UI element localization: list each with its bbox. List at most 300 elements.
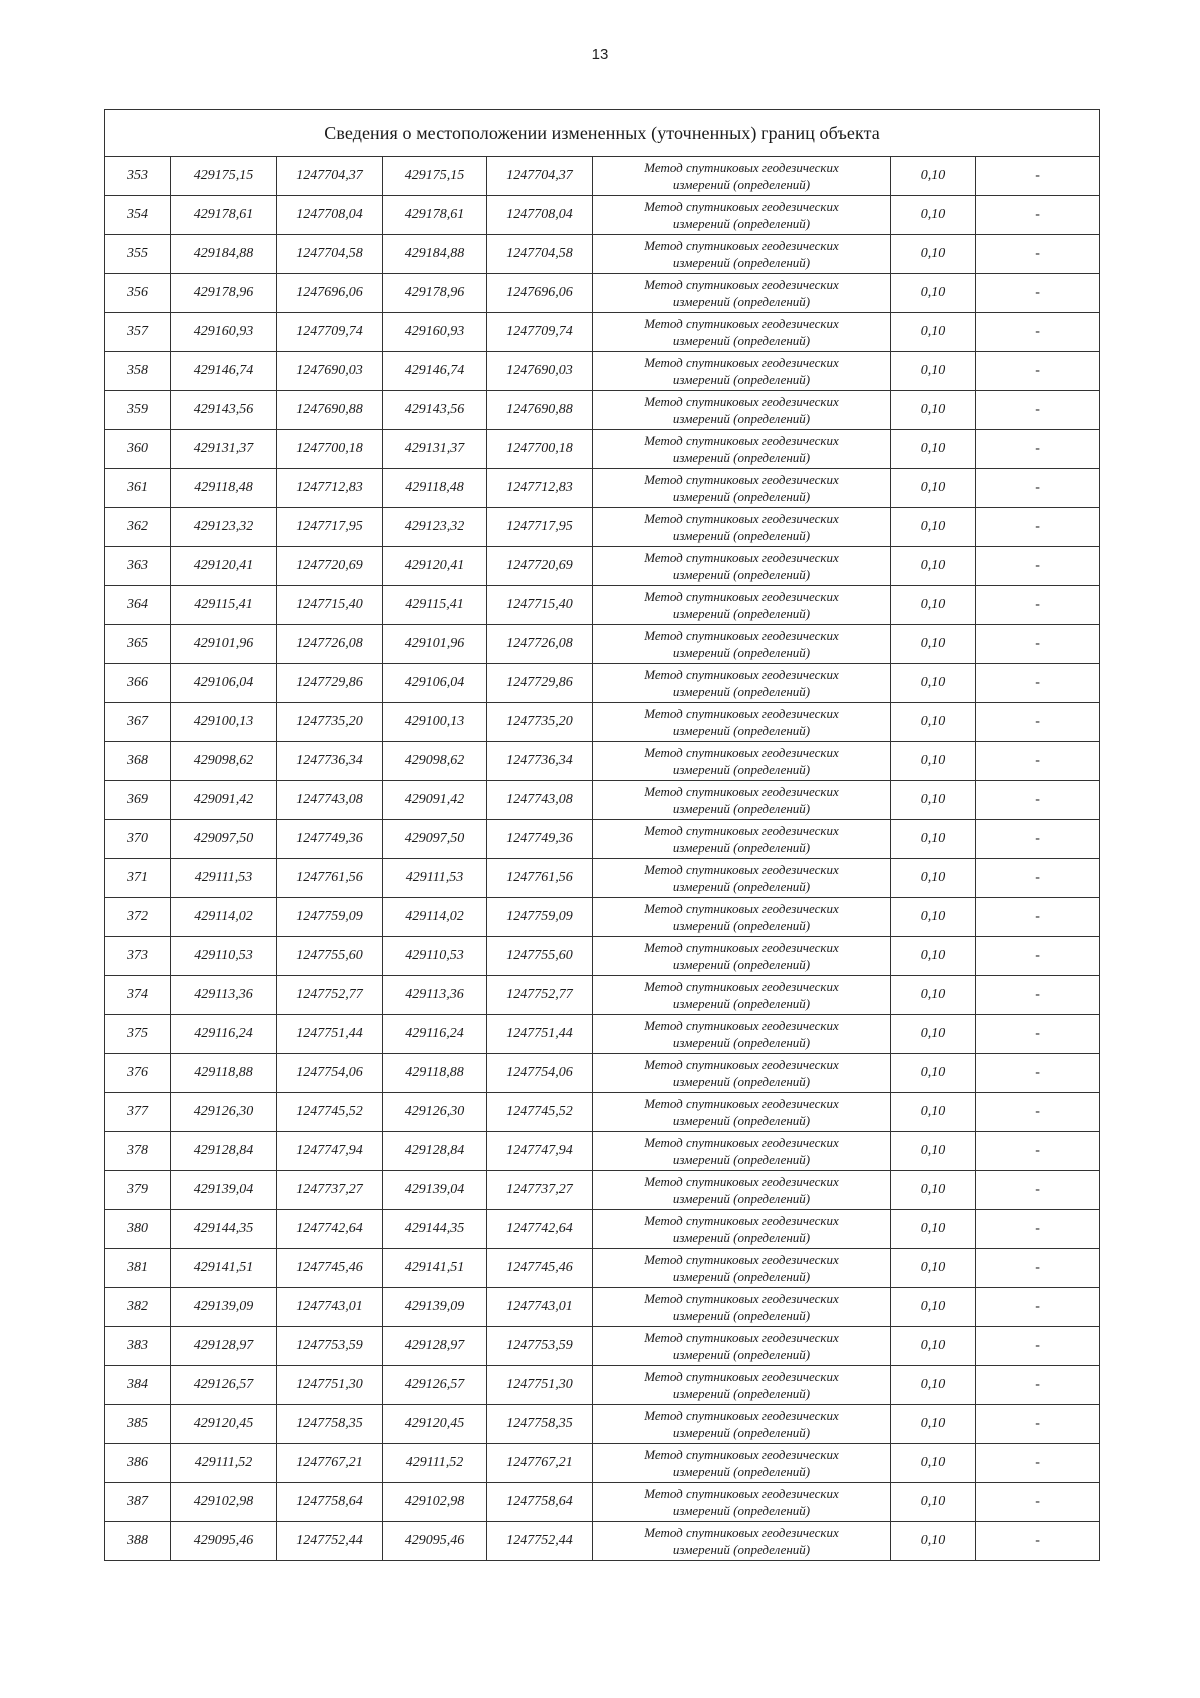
- point-number-cell: 359: [105, 391, 171, 430]
- note-cell: -: [976, 1054, 1100, 1093]
- method-cell: [593, 1522, 891, 1561]
- new-x-cell: 429101,96: [383, 625, 487, 664]
- method-cell: [593, 1327, 891, 1366]
- existing-x-cell: 429114,02: [171, 898, 277, 937]
- method-line-2: измерений (определений): [672, 1230, 811, 1245]
- new-y-cell: 1247742,64: [487, 1210, 593, 1249]
- method-line-1: Метод спутниковых геодезических: [644, 979, 839, 994]
- accuracy-cell: 0,10: [891, 1405, 976, 1444]
- method-line-1: Метод спутниковых геодезических: [644, 901, 839, 916]
- new-y-cell: 1247720,69: [487, 547, 593, 586]
- accuracy-cell: 0,10: [891, 1093, 976, 1132]
- accuracy-cell: 0,10: [891, 1483, 976, 1522]
- table-row: [105, 157, 1100, 196]
- new-x-cell: 429100,13: [383, 703, 487, 742]
- method-line-1: Метод спутниковых геодезических: [644, 1330, 839, 1345]
- method-line-2: измерений (определений): [672, 879, 811, 894]
- method-line-1: Метод спутниковых геодезических: [644, 511, 839, 526]
- new-y-cell: 1247751,44: [487, 1015, 593, 1054]
- method-cell: [593, 274, 891, 313]
- accuracy-cell: 0,10: [891, 1444, 976, 1483]
- existing-x-cell: 429143,56: [171, 391, 277, 430]
- method-line-2: измерений (определений): [672, 177, 811, 192]
- table-row: [105, 1405, 1100, 1444]
- existing-x-cell: 429160,93: [171, 313, 277, 352]
- existing-x-cell: 429101,96: [171, 625, 277, 664]
- method-cell: [593, 820, 891, 859]
- table-row: [105, 976, 1100, 1015]
- note-cell: -: [976, 1093, 1100, 1132]
- method-line-1: Метод спутниковых геодезических: [644, 1408, 839, 1423]
- new-y-cell: 1247759,09: [487, 898, 593, 937]
- existing-y-cell: 1247745,46: [277, 1249, 383, 1288]
- note-cell: -: [976, 781, 1100, 820]
- accuracy-cell: 0,10: [891, 703, 976, 742]
- method-cell: [593, 1288, 891, 1327]
- coordinates-table: [104, 109, 1100, 1561]
- new-x-cell: 429098,62: [383, 742, 487, 781]
- method-cell: [593, 352, 891, 391]
- method-cell: [593, 1171, 891, 1210]
- note-cell: -: [976, 235, 1100, 274]
- accuracy-cell: 0,10: [891, 937, 976, 976]
- accuracy-cell: 0,10: [891, 157, 976, 196]
- new-y-cell: 1247696,06: [487, 274, 593, 313]
- existing-x-cell: 429120,45: [171, 1405, 277, 1444]
- new-y-cell: 1247767,21: [487, 1444, 593, 1483]
- new-y-cell: 1247726,08: [487, 625, 593, 664]
- table-row: [105, 1522, 1100, 1561]
- method-cell: [593, 781, 891, 820]
- table-row: [105, 430, 1100, 469]
- accuracy-cell: 0,10: [891, 1522, 976, 1561]
- point-number-cell: 366: [105, 664, 171, 703]
- existing-y-cell: 1247704,58: [277, 235, 383, 274]
- existing-y-cell: 1247743,08: [277, 781, 383, 820]
- method-line-1: Метод спутниковых геодезических: [644, 1252, 839, 1267]
- new-y-cell: 1247751,30: [487, 1366, 593, 1405]
- method-line-2: измерений (определений): [672, 723, 811, 738]
- method-line-2: измерений (определений): [672, 255, 811, 270]
- method-cell: [593, 1132, 891, 1171]
- new-x-cell: 429175,15: [383, 157, 487, 196]
- table-row: [105, 625, 1100, 664]
- method-cell: [593, 391, 891, 430]
- new-y-cell: 1247690,03: [487, 352, 593, 391]
- existing-x-cell: 429100,13: [171, 703, 277, 742]
- new-x-cell: 429141,51: [383, 1249, 487, 1288]
- new-y-cell: 1247704,37: [487, 157, 593, 196]
- point-number-cell: 380: [105, 1210, 171, 1249]
- method-line-2: измерений (определений): [672, 333, 811, 348]
- method-line-1: Метод спутниковых геодезических: [644, 589, 839, 604]
- method-line-1: Метод спутниковых геодезических: [644, 316, 839, 331]
- method-line-2: измерений (определений): [672, 1542, 811, 1557]
- new-y-cell: 1247737,27: [487, 1171, 593, 1210]
- table-title: Сведения о местоположении измененных (уточненных) границ объекта: [105, 110, 1100, 157]
- note-cell: -: [976, 820, 1100, 859]
- new-y-cell: 1247758,64: [487, 1483, 593, 1522]
- table-title-row: [105, 110, 1100, 157]
- existing-x-cell: 429098,62: [171, 742, 277, 781]
- accuracy-cell: 0,10: [891, 1054, 976, 1093]
- new-y-cell: 1247715,40: [487, 586, 593, 625]
- accuracy-cell: 0,10: [891, 664, 976, 703]
- accuracy-cell: 0,10: [891, 313, 976, 352]
- new-y-cell: 1247754,06: [487, 1054, 593, 1093]
- point-number-cell: 361: [105, 469, 171, 508]
- accuracy-cell: 0,10: [891, 820, 976, 859]
- new-x-cell: 429184,88: [383, 235, 487, 274]
- new-y-cell: 1247709,74: [487, 313, 593, 352]
- note-cell: -: [976, 157, 1100, 196]
- note-cell: -: [976, 313, 1100, 352]
- accuracy-cell: 0,10: [891, 1327, 976, 1366]
- table-row: [105, 547, 1100, 586]
- point-number-cell: 362: [105, 508, 171, 547]
- accuracy-cell: 0,10: [891, 235, 976, 274]
- method-cell: [593, 313, 891, 352]
- method-line-1: Метод спутниковых геодезических: [644, 433, 839, 448]
- new-x-cell: 429097,50: [383, 820, 487, 859]
- new-y-cell: 1247735,20: [487, 703, 593, 742]
- method-line-2: измерений (определений): [672, 411, 811, 426]
- existing-x-cell: 429178,61: [171, 196, 277, 235]
- accuracy-cell: 0,10: [891, 625, 976, 664]
- note-cell: -: [976, 196, 1100, 235]
- method-cell: [593, 703, 891, 742]
- method-line-1: Метод спутниковых геодезических: [644, 199, 839, 214]
- existing-x-cell: 429097,50: [171, 820, 277, 859]
- method-line-2: измерений (определений): [672, 1113, 811, 1128]
- point-number-cell: 374: [105, 976, 171, 1015]
- method-line-1: Метод спутниковых геодезических: [644, 1057, 839, 1072]
- point-number-cell: 378: [105, 1132, 171, 1171]
- existing-y-cell: 1247704,37: [277, 157, 383, 196]
- new-y-cell: 1247743,08: [487, 781, 593, 820]
- method-line-1: Метод спутниковых геодезических: [644, 1369, 839, 1384]
- point-number-cell: 365: [105, 625, 171, 664]
- existing-x-cell: 429115,41: [171, 586, 277, 625]
- table-row: [105, 742, 1100, 781]
- method-cell: [593, 430, 891, 469]
- point-number-cell: 357: [105, 313, 171, 352]
- method-line-2: измерений (определений): [672, 294, 811, 309]
- new-x-cell: 429178,61: [383, 196, 487, 235]
- point-number-cell: 384: [105, 1366, 171, 1405]
- accuracy-cell: 0,10: [891, 274, 976, 313]
- table-row: [105, 313, 1100, 352]
- method-cell: [593, 664, 891, 703]
- new-x-cell: 429128,84: [383, 1132, 487, 1171]
- table-row: [105, 235, 1100, 274]
- existing-x-cell: 429178,96: [171, 274, 277, 313]
- table-row: [105, 391, 1100, 430]
- point-number-cell: 386: [105, 1444, 171, 1483]
- method-line-2: измерений (определений): [672, 957, 811, 972]
- existing-y-cell: 1247755,60: [277, 937, 383, 976]
- note-cell: -: [976, 547, 1100, 586]
- table-row: [105, 781, 1100, 820]
- existing-x-cell: 429123,32: [171, 508, 277, 547]
- method-line-1: Метод спутниковых геодезических: [644, 1525, 839, 1540]
- existing-y-cell: 1247752,44: [277, 1522, 383, 1561]
- method-cell: [593, 625, 891, 664]
- existing-x-cell: 429126,30: [171, 1093, 277, 1132]
- method-line-1: Метод спутниковых геодезических: [644, 160, 839, 175]
- method-line-2: измерений (определений): [672, 1464, 811, 1479]
- existing-x-cell: 429120,41: [171, 547, 277, 586]
- existing-x-cell: 429139,04: [171, 1171, 277, 1210]
- existing-x-cell: 429144,35: [171, 1210, 277, 1249]
- new-x-cell: 429131,37: [383, 430, 487, 469]
- new-y-cell: 1247749,36: [487, 820, 593, 859]
- existing-y-cell: 1247747,94: [277, 1132, 383, 1171]
- existing-y-cell: 1247754,06: [277, 1054, 383, 1093]
- point-number-cell: 381: [105, 1249, 171, 1288]
- existing-y-cell: 1247761,56: [277, 859, 383, 898]
- accuracy-cell: 0,10: [891, 781, 976, 820]
- existing-x-cell: 429175,15: [171, 157, 277, 196]
- existing-x-cell: 429128,84: [171, 1132, 277, 1171]
- new-x-cell: 429126,30: [383, 1093, 487, 1132]
- method-line-2: измерений (определений): [672, 840, 811, 855]
- existing-y-cell: 1247712,83: [277, 469, 383, 508]
- method-line-2: измерений (определений): [672, 645, 811, 660]
- point-number-cell: 368: [105, 742, 171, 781]
- method-line-2: измерений (определений): [672, 1191, 811, 1206]
- note-cell: -: [976, 430, 1100, 469]
- accuracy-cell: 0,10: [891, 586, 976, 625]
- accuracy-cell: 0,10: [891, 742, 976, 781]
- new-y-cell: 1247755,60: [487, 937, 593, 976]
- method-cell: [593, 1444, 891, 1483]
- new-y-cell: 1247745,52: [487, 1093, 593, 1132]
- table-row: [105, 1327, 1100, 1366]
- existing-x-cell: 429128,97: [171, 1327, 277, 1366]
- existing-x-cell: 429131,37: [171, 430, 277, 469]
- point-number-cell: 375: [105, 1015, 171, 1054]
- table-row: [105, 859, 1100, 898]
- existing-y-cell: 1247729,86: [277, 664, 383, 703]
- existing-y-cell: 1247767,21: [277, 1444, 383, 1483]
- table-row: [105, 1171, 1100, 1210]
- existing-x-cell: 429111,52: [171, 1444, 277, 1483]
- method-line-1: Метод спутниковых геодезических: [644, 706, 839, 721]
- method-cell: [593, 1405, 891, 1444]
- existing-x-cell: 429106,04: [171, 664, 277, 703]
- method-line-1: Метод спутниковых геодезических: [644, 394, 839, 409]
- method-cell: [593, 508, 891, 547]
- new-x-cell: 429139,04: [383, 1171, 487, 1210]
- existing-y-cell: 1247690,88: [277, 391, 383, 430]
- point-number-cell: 370: [105, 820, 171, 859]
- point-number-cell: 387: [105, 1483, 171, 1522]
- new-y-cell: 1247708,04: [487, 196, 593, 235]
- new-x-cell: 429102,98: [383, 1483, 487, 1522]
- existing-y-cell: 1247735,20: [277, 703, 383, 742]
- new-x-cell: 429128,97: [383, 1327, 487, 1366]
- existing-x-cell: 429095,46: [171, 1522, 277, 1561]
- point-number-cell: 379: [105, 1171, 171, 1210]
- existing-y-cell: 1247749,36: [277, 820, 383, 859]
- accuracy-cell: 0,10: [891, 469, 976, 508]
- method-cell: [593, 976, 891, 1015]
- existing-y-cell: 1247708,04: [277, 196, 383, 235]
- table-row: [105, 1444, 1100, 1483]
- existing-x-cell: 429118,48: [171, 469, 277, 508]
- new-x-cell: 429178,96: [383, 274, 487, 313]
- point-number-cell: 383: [105, 1327, 171, 1366]
- method-line-1: Метод спутниковых геодезических: [644, 784, 839, 799]
- method-cell: [593, 196, 891, 235]
- accuracy-cell: 0,10: [891, 976, 976, 1015]
- method-line-1: Метод спутниковых геодезических: [644, 823, 839, 838]
- table-body: [105, 110, 1100, 1561]
- table-row: [105, 1366, 1100, 1405]
- point-number-cell: 358: [105, 352, 171, 391]
- new-x-cell: 429118,88: [383, 1054, 487, 1093]
- new-y-cell: 1247700,18: [487, 430, 593, 469]
- accuracy-cell: 0,10: [891, 859, 976, 898]
- existing-y-cell: 1247751,44: [277, 1015, 383, 1054]
- table-row: [105, 196, 1100, 235]
- method-line-1: Метод спутниковых геодезических: [644, 1486, 839, 1501]
- existing-y-cell: 1247753,59: [277, 1327, 383, 1366]
- existing-y-cell: 1247759,09: [277, 898, 383, 937]
- accuracy-cell: 0,10: [891, 352, 976, 391]
- method-line-2: измерений (определений): [672, 1347, 811, 1362]
- method-line-2: измерений (определений): [672, 762, 811, 777]
- new-y-cell: 1247758,35: [487, 1405, 593, 1444]
- existing-y-cell: 1247736,34: [277, 742, 383, 781]
- existing-x-cell: 429110,53: [171, 937, 277, 976]
- method-line-1: Метод спутниковых геодезических: [644, 277, 839, 292]
- note-cell: -: [976, 1132, 1100, 1171]
- point-number-cell: 353: [105, 157, 171, 196]
- existing-y-cell: 1247742,64: [277, 1210, 383, 1249]
- method-line-2: измерений (определений): [672, 1308, 811, 1323]
- new-y-cell: 1247690,88: [487, 391, 593, 430]
- point-number-cell: 371: [105, 859, 171, 898]
- new-x-cell: 429116,24: [383, 1015, 487, 1054]
- method-cell: [593, 1093, 891, 1132]
- new-y-cell: 1247745,46: [487, 1249, 593, 1288]
- existing-y-cell: 1247709,74: [277, 313, 383, 352]
- method-cell: [593, 898, 891, 937]
- method-line-2: измерений (определений): [672, 528, 811, 543]
- page-number: 13: [591, 46, 609, 63]
- method-line-1: Метод спутниковых геодезических: [644, 628, 839, 643]
- point-number-cell: 382: [105, 1288, 171, 1327]
- note-cell: -: [976, 469, 1100, 508]
- accuracy-cell: 0,10: [891, 547, 976, 586]
- existing-x-cell: 429118,88: [171, 1054, 277, 1093]
- note-cell: -: [976, 1327, 1100, 1366]
- existing-y-cell: 1247696,06: [277, 274, 383, 313]
- note-cell: -: [976, 1405, 1100, 1444]
- table-row: [105, 1483, 1100, 1522]
- method-line-2: измерений (определений): [672, 606, 811, 621]
- table-row: [105, 1132, 1100, 1171]
- existing-y-cell: 1247720,69: [277, 547, 383, 586]
- table-row: [105, 898, 1100, 937]
- method-cell: [593, 469, 891, 508]
- point-number-cell: 388: [105, 1522, 171, 1561]
- new-x-cell: 429095,46: [383, 1522, 487, 1561]
- new-x-cell: 429118,48: [383, 469, 487, 508]
- method-line-2: измерений (определений): [672, 1035, 811, 1050]
- method-cell: [593, 742, 891, 781]
- note-cell: -: [976, 1444, 1100, 1483]
- note-cell: -: [976, 274, 1100, 313]
- new-x-cell: 429111,52: [383, 1444, 487, 1483]
- point-number-cell: 364: [105, 586, 171, 625]
- method-line-1: Метод спутниковых геодезических: [644, 1018, 839, 1033]
- method-line-2: измерений (определений): [672, 1074, 811, 1089]
- new-y-cell: 1247761,56: [487, 859, 593, 898]
- point-number-cell: 355: [105, 235, 171, 274]
- new-x-cell: 429111,53: [383, 859, 487, 898]
- accuracy-cell: 0,10: [891, 1132, 976, 1171]
- accuracy-cell: 0,10: [891, 508, 976, 547]
- note-cell: -: [976, 703, 1100, 742]
- existing-x-cell: 429116,24: [171, 1015, 277, 1054]
- table-row: [105, 1015, 1100, 1054]
- method-line-2: измерений (определений): [672, 918, 811, 933]
- note-cell: -: [976, 508, 1100, 547]
- point-number-cell: 376: [105, 1054, 171, 1093]
- method-cell: [593, 859, 891, 898]
- point-number-cell: 377: [105, 1093, 171, 1132]
- point-number-cell: 363: [105, 547, 171, 586]
- existing-x-cell: 429111,53: [171, 859, 277, 898]
- new-y-cell: 1247752,77: [487, 976, 593, 1015]
- method-line-1: Метод спутниковых геодезических: [644, 1213, 839, 1228]
- existing-x-cell: 429146,74: [171, 352, 277, 391]
- existing-y-cell: 1247690,03: [277, 352, 383, 391]
- method-line-2: измерений (определений): [672, 1386, 811, 1401]
- note-cell: -: [976, 859, 1100, 898]
- existing-y-cell: 1247745,52: [277, 1093, 383, 1132]
- new-y-cell: 1247704,58: [487, 235, 593, 274]
- existing-x-cell: 429102,98: [171, 1483, 277, 1522]
- note-cell: -: [976, 1171, 1100, 1210]
- new-x-cell: 429123,32: [383, 508, 487, 547]
- existing-x-cell: 429126,57: [171, 1366, 277, 1405]
- new-y-cell: 1247729,86: [487, 664, 593, 703]
- new-y-cell: 1247717,95: [487, 508, 593, 547]
- method-cell: [593, 586, 891, 625]
- accuracy-cell: 0,10: [891, 1171, 976, 1210]
- method-line-1: Метод спутниковых геодезических: [644, 1096, 839, 1111]
- method-line-2: измерений (определений): [672, 1503, 811, 1518]
- table-row: [105, 352, 1100, 391]
- new-y-cell: 1247753,59: [487, 1327, 593, 1366]
- table-row: [105, 1288, 1100, 1327]
- accuracy-cell: 0,10: [891, 1249, 976, 1288]
- new-y-cell: 1247736,34: [487, 742, 593, 781]
- method-cell: [593, 937, 891, 976]
- existing-x-cell: 429139,09: [171, 1288, 277, 1327]
- table-row: [105, 508, 1100, 547]
- method-line-1: Метод спутниковых геодезических: [644, 550, 839, 565]
- accuracy-cell: 0,10: [891, 1015, 976, 1054]
- point-number-cell: 385: [105, 1405, 171, 1444]
- method-line-1: Метод спутниковых геодезических: [644, 667, 839, 682]
- table-row: [105, 1054, 1100, 1093]
- existing-x-cell: 429113,36: [171, 976, 277, 1015]
